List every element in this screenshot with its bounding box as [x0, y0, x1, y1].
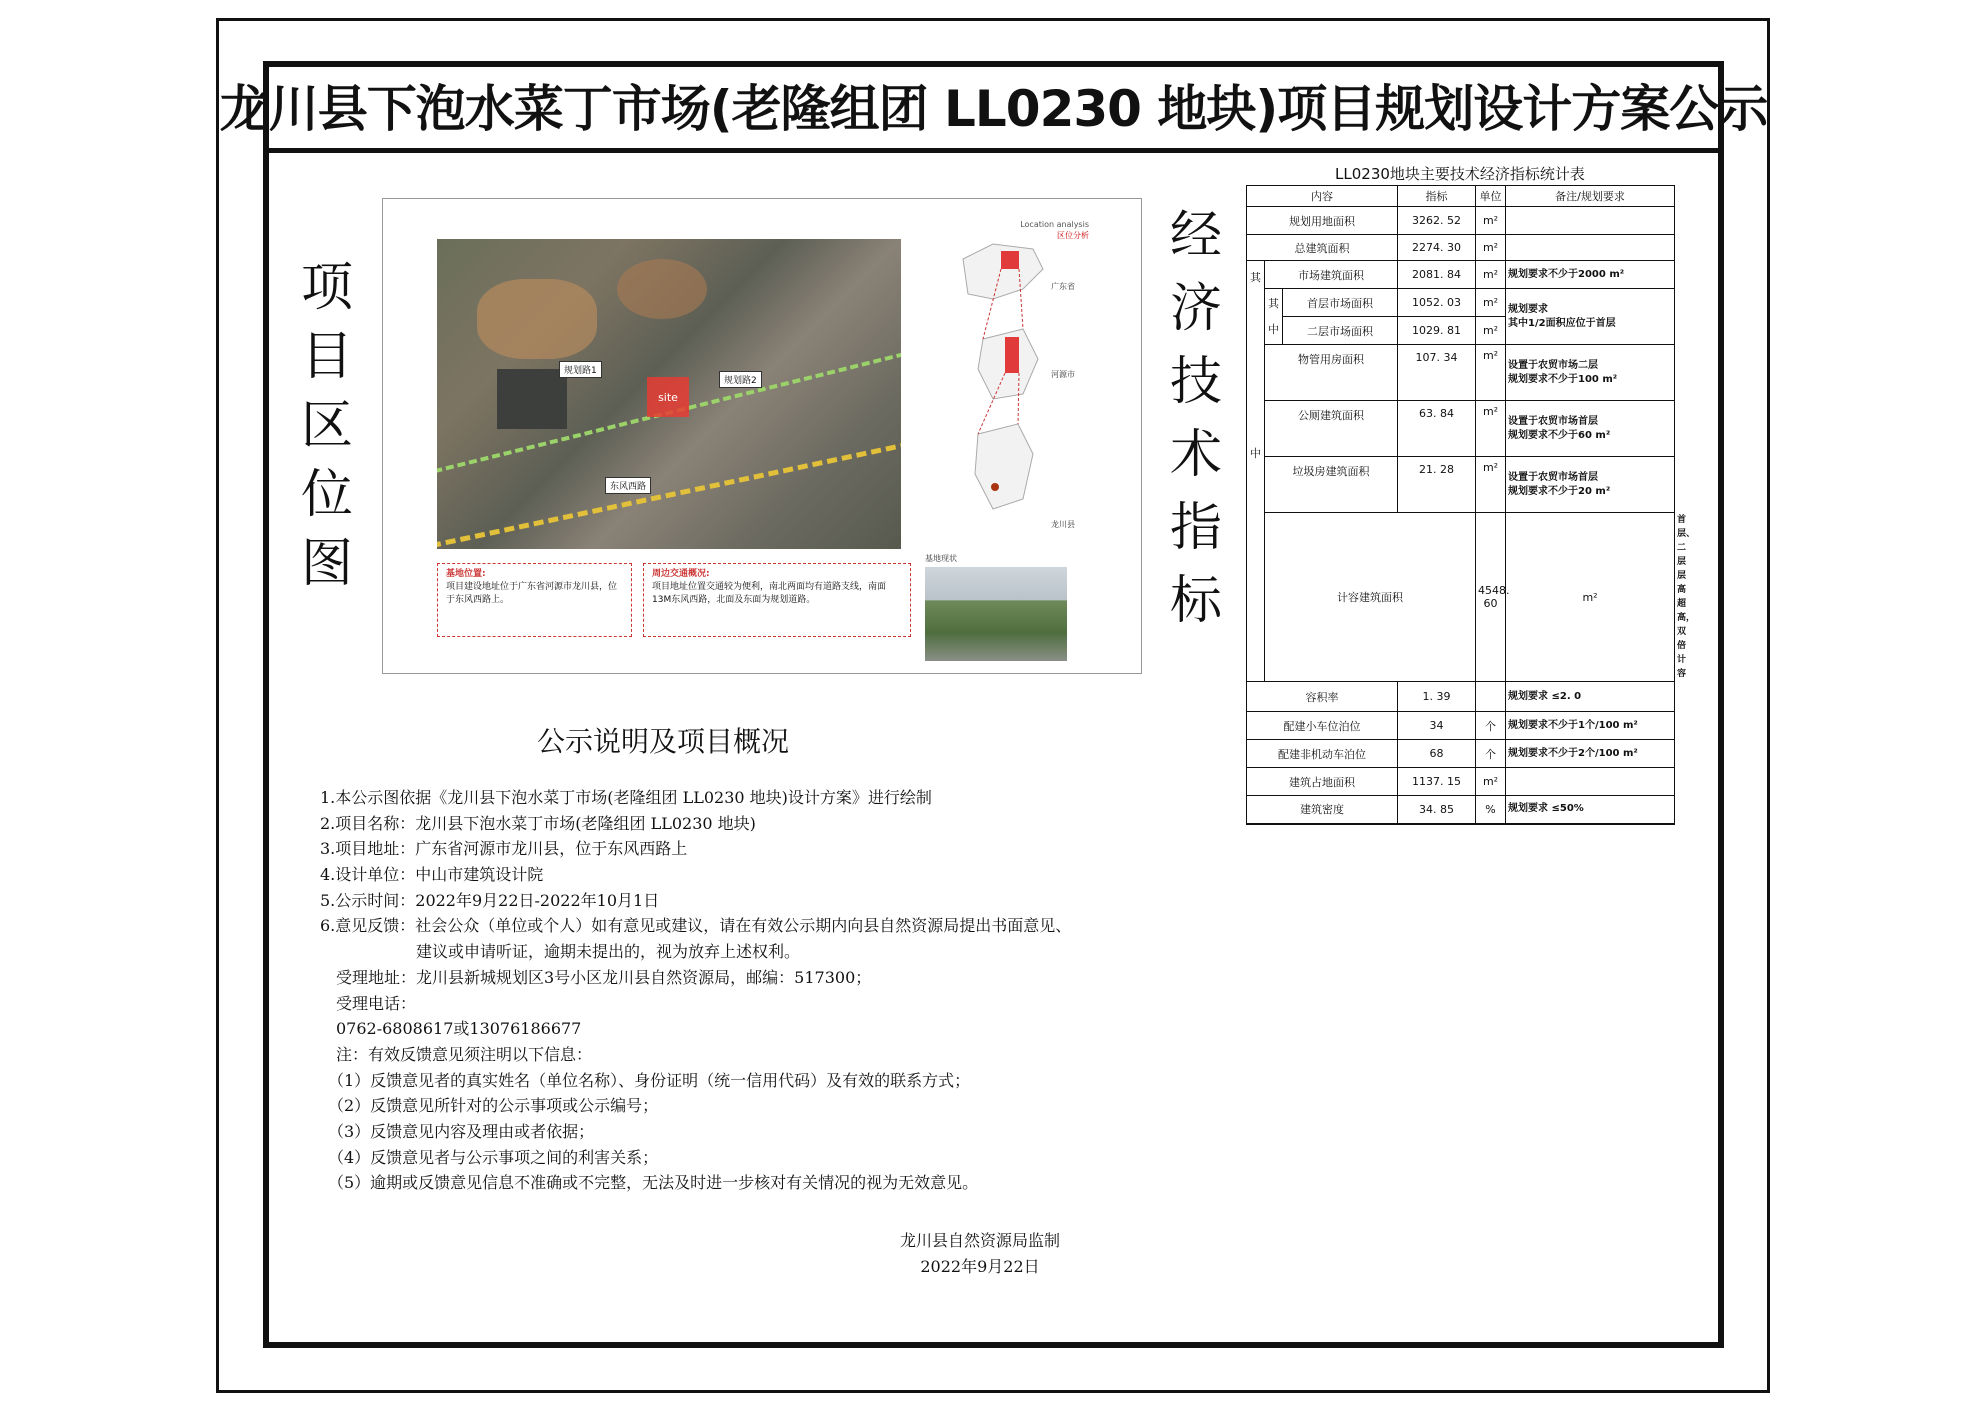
row-remark: [1506, 457, 1675, 513]
region-minimap: [923, 219, 1123, 559]
header-content: 内容: [1247, 186, 1398, 207]
row-value: 21. 28: [1398, 457, 1476, 513]
row-unit: m²: [1506, 513, 1675, 682]
side-char: 其: [1250, 271, 1261, 284]
row-value: 34: [1398, 712, 1476, 740]
row-remark: [1506, 401, 1675, 457]
notice-line: 3.项目地址：广东省河源市龙川县，位于东风西路上: [320, 839, 688, 859]
site-location-note: [437, 563, 632, 637]
row-label: 二层市场面积: [1283, 317, 1398, 345]
row-remark: [1506, 289, 1675, 345]
row-label: 建筑占地面积: [1247, 768, 1398, 796]
left-label-char: 图: [300, 534, 353, 594]
row-label: 物管用房面积: [1265, 345, 1398, 401]
terrain-patch: [477, 279, 597, 359]
row-label: 总建筑面积: [1247, 235, 1398, 261]
notice-line: （1）反馈意见者的真实姓名（单位名称）、身份证明（统一信用代码）及有效的联系方式；: [320, 1070, 971, 1090]
table-row: [1247, 289, 1675, 317]
row-value: 2081. 84: [1398, 261, 1476, 289]
notice-line: 2.项目名称：龙川县下泡水菜丁市场(老隆组团 LL0230 地块): [320, 813, 756, 833]
side-char: 中: [1250, 447, 1261, 460]
remark-line: 其中1/2面积应位于首层: [1508, 317, 1616, 329]
row-value: 107. 34: [1398, 345, 1476, 401]
region-label-city: 河源市: [1051, 370, 1075, 379]
row-remark: [1506, 235, 1675, 261]
signature-date: 2022年9月22日: [920, 1257, 1040, 1276]
location-title-en: Location analysis: [1020, 220, 1089, 229]
note-title: 基地位置:: [446, 569, 486, 579]
row-label: 市场建筑面积: [1265, 261, 1398, 289]
row-remark: 规划要求 ≤50%: [1506, 796, 1675, 824]
table-row: [1247, 682, 1675, 712]
table-row: [1247, 207, 1675, 235]
aerial-photo: [437, 239, 901, 549]
project-location-label: [297, 258, 357, 607]
notice-line: 注：有效反馈意见须注明以下信息：: [320, 1044, 593, 1064]
notice-line: （3）反馈意见内容及理由或者依据；: [320, 1121, 595, 1141]
road-1-tag: 规划路1: [559, 361, 602, 378]
right-label-char: 技: [1169, 352, 1222, 412]
remark-line: 设置于农贸市场首层: [1508, 471, 1598, 483]
left-label-char: 项: [300, 258, 353, 318]
building: [497, 369, 567, 429]
road-2-tag: 规划路2: [719, 371, 762, 388]
row-remark: 规划要求不少于2000 m²: [1506, 261, 1675, 289]
row-unit: m²: [1476, 261, 1506, 289]
row-value: 4548. 60: [1476, 513, 1506, 682]
table-row: [1247, 768, 1675, 796]
table-row: [1247, 345, 1675, 401]
header-unit: 单位: [1476, 186, 1506, 207]
row-label: 首层市场面积: [1283, 289, 1398, 317]
table-row: [1247, 740, 1675, 768]
row-remark: 规划要求不少于2个/100 m²: [1506, 740, 1675, 768]
side-char: 其: [1268, 296, 1279, 310]
row-label: 垃圾房建筑面积: [1265, 457, 1398, 513]
note-text: 项目地址位置交通较为便利，南北两面均有道路支线，南面13M东风西路，北面及东面为规划道路。: [652, 582, 887, 605]
left-label-char: 位: [300, 465, 353, 525]
remark-line: 规划要求不少于20 m²: [1508, 485, 1611, 497]
row-unit: m²: [1476, 401, 1506, 457]
row-unit: m²: [1476, 235, 1506, 261]
row-unit: %: [1476, 796, 1506, 824]
location-map-panel: [382, 198, 1142, 674]
left-label-char: 目: [300, 327, 353, 387]
site-marker: site: [647, 377, 689, 417]
row-unit: 个: [1476, 740, 1506, 768]
row-unit: m²: [1476, 207, 1506, 235]
row-value: 1029. 81: [1398, 317, 1476, 345]
site-photo: [925, 567, 1067, 661]
right-label-char: 术: [1169, 425, 1222, 485]
remark-line: 设置于农贸市场首层: [1508, 415, 1598, 427]
row-label: 公厕建筑面积: [1265, 401, 1398, 457]
row-label: 计容建筑面积: [1265, 513, 1476, 682]
row-unit: m²: [1476, 457, 1506, 513]
notice-line: 5.公示时间：2022年9月22日-2022年10月1日: [320, 890, 660, 910]
section-title: 公示说明及项目概况: [537, 725, 790, 758]
row-value: 68: [1398, 740, 1476, 768]
row-value: 1052. 03: [1398, 289, 1476, 317]
row-value: 34. 85: [1398, 796, 1476, 824]
notice-line: （2）反馈意见所针对的公示事项或公示编号；: [320, 1096, 659, 1116]
region-label-county: 龙川县: [1051, 520, 1075, 529]
notice-line: 6.意见反馈：社会公众（单位或个人）如有意见或建议，请在有效公示期内向县自然资源局提出书面意见、: [320, 916, 1072, 936]
signature-org: 龙川县自然资源局监制: [899, 1231, 1060, 1250]
header-value: 指标: [1398, 186, 1476, 207]
signature-block: [830, 1228, 1130, 1280]
region-label-province: 广东省: [1051, 282, 1075, 291]
row-unit: [1476, 682, 1506, 712]
indicator-table: [1246, 185, 1696, 825]
table-row: [1247, 235, 1675, 261]
economic-indicators-label: [1166, 206, 1226, 648]
right-label-char: 指: [1169, 498, 1222, 558]
row-remark: [1506, 345, 1675, 401]
row-remark: [1506, 768, 1675, 796]
right-label-char: 标: [1169, 571, 1222, 631]
site-photo-label: 基地现状: [925, 554, 957, 563]
remark-line: 规划要求: [1508, 303, 1548, 315]
left-label-char: 区: [300, 396, 353, 456]
province-highlight: [1001, 251, 1019, 269]
row-label: 配建非机动车泊位: [1247, 740, 1398, 768]
sub-side-label: [1265, 289, 1283, 345]
notice-line: 受理地址：龙川县新城规划区3号小区龙川县自然资源局，邮编：517300；: [320, 967, 872, 987]
notice-line: 受理电话：: [320, 993, 417, 1013]
table-row: [1247, 712, 1675, 740]
row-value: 1137. 15: [1398, 768, 1476, 796]
note-text: 项目建设地址位于广东省河源市龙川县，位于东风西路上。: [446, 582, 618, 605]
table-row: [1247, 401, 1675, 457]
notice-line: 建议或申请听证，逾期未提出的，视为放弃上述权利。: [320, 942, 801, 962]
page-title: 龙川县下泡水菜丁市场(老隆组团 LL0230 地块)项目规划设计方案公示: [263, 61, 1724, 153]
table-row: [1247, 796, 1675, 824]
location-title-cn: 区位分析: [1057, 231, 1089, 240]
row-remark: [1506, 207, 1675, 235]
row-label: 容积率: [1247, 682, 1398, 712]
table-row: [1247, 261, 1675, 289]
table-header-row: [1247, 186, 1675, 207]
notice-line: 1.本公示图依据《龙川县下泡水菜丁市场(老隆组团 LL0230 地块)设计方案》进行绘制: [320, 788, 932, 807]
note-title: 周边交通概况:: [652, 569, 710, 579]
table-title: LL0230地块主要技术经济指标统计表: [1335, 165, 1585, 183]
row-label: 规划用地面积: [1247, 207, 1398, 235]
row-unit: 个: [1476, 712, 1506, 740]
row-unit: m²: [1476, 317, 1506, 345]
remark-line: 设置于农贸市场二层: [1508, 359, 1598, 371]
row-value: 1. 39: [1398, 682, 1476, 712]
header-remark: 备注/规划要求: [1506, 186, 1675, 207]
row-remark: 规划要求不少于1个/100 m²: [1506, 712, 1675, 740]
row-value: 2274. 30: [1398, 235, 1476, 261]
remark-line: 规划要求不少于100 m²: [1508, 373, 1618, 385]
notice-line: （5）逾期或反馈意见信息不准确或不完整，无法及时进一步核对有关情况的视为无效意见。: [320, 1173, 979, 1193]
row-remark: 规划要求 ≤2. 0: [1506, 682, 1675, 712]
row-label: 配建小车位泊位: [1247, 712, 1398, 740]
row-unit: m²: [1476, 768, 1506, 796]
notice-line: 0762-6808617或13076186677: [320, 1019, 582, 1039]
side-char: 中: [1268, 322, 1279, 336]
remark-line: 规划要求不少于60 m²: [1508, 429, 1611, 441]
notice-body: [320, 785, 1071, 1196]
region-outline-map: [923, 219, 1123, 559]
right-label-char: 经: [1169, 206, 1222, 266]
terrain-patch: [617, 259, 707, 319]
row-unit: m²: [1476, 289, 1506, 317]
table-row: [1247, 457, 1675, 513]
county-point: [991, 483, 999, 491]
notice-line: 4.设计单位：中山市建筑设计院: [320, 865, 544, 885]
east-road-tag: 东风西路: [605, 477, 651, 494]
right-label-char: 济: [1169, 279, 1222, 339]
table-row: 计容建筑面积 4548. 60 m² 首层、二层层高超高，双倍计容: [1247, 513, 1675, 682]
county-outline: [975, 424, 1033, 509]
notice-line: （4）反馈意见者与公示事项之间的利害关系；: [320, 1147, 659, 1167]
row-value: 3262. 52: [1398, 207, 1476, 235]
city-highlight: [1005, 337, 1019, 373]
traffic-note: [643, 563, 911, 637]
side-label-qi: [1247, 261, 1265, 682]
row-value: 63. 84: [1398, 401, 1476, 457]
row-label: 建筑密度: [1247, 796, 1398, 824]
row-unit: m²: [1476, 345, 1506, 401]
